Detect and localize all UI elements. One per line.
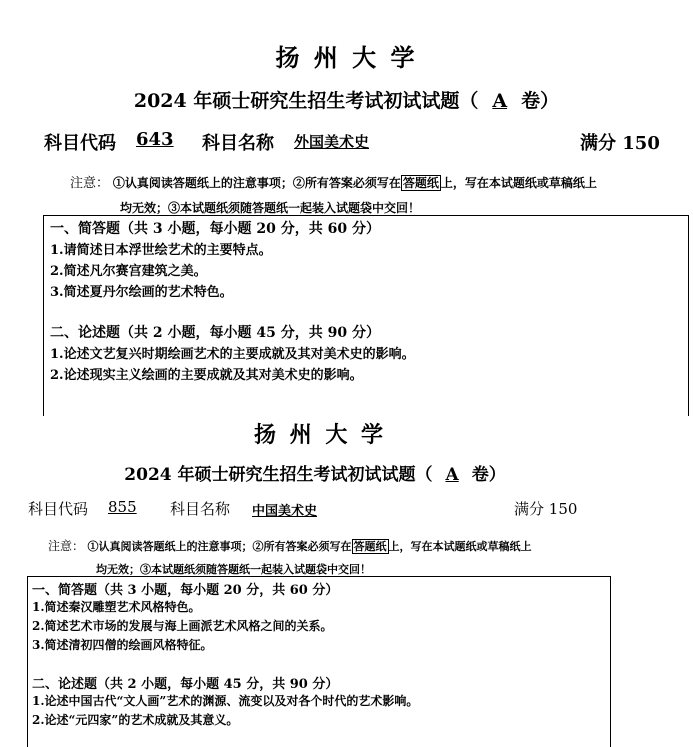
subject-code: 855 [108, 498, 137, 516]
exam-title-suffix: 卷） [521, 90, 560, 112]
question-item: 3.简述清初四僧的绘画风格特征。 [32, 638, 213, 652]
subject-name-label: 科目名称 [202, 133, 274, 154]
question-item: 1.请简述日本浮世绘艺术的主要特点。 [50, 243, 272, 258]
notice-line-2: 均无效；③本试题纸须随答题纸一起装入试题袋中交回！ [120, 201, 421, 215]
notice-line-2: 均无效；③本试题纸须随答题纸一起装入试题袋中交回！ [96, 563, 371, 576]
notice-label: 注意： [48, 539, 85, 553]
question-item: 2.简述凡尔赛宫建筑之美。 [50, 264, 207, 279]
full-score: 满分 150 [580, 133, 660, 154]
question-item: 1.论述文艺复兴时期绘画艺术的主要成就及其对美术史的影响。 [50, 347, 415, 362]
exam-title [0, 460, 630, 485]
answer-sheet-box: 答题纸 [353, 540, 387, 553]
subject-name: 中国美术史 [252, 504, 318, 519]
section-heading: 一、简答题（共 3 小题，每小题 20 分，共 60 分） [50, 221, 380, 237]
subject-name: 外国美术史 [294, 133, 370, 151]
question-item: 1.简述秦汉雕塑艺术风格特色。 [32, 600, 201, 614]
section-heading: 一、简答题（共 3 小题，每小题 20 分，共 60 分） [32, 583, 339, 598]
notice-label: 注意： [70, 176, 110, 191]
exam-title-prefix: 2024 年硕士研究生招生考试初试试题（ [133, 90, 479, 112]
notice-line-1: 注意： ①认真阅读答题纸上的注意事项；②所有答案必须写在 答题纸 上，写在本试题纸或草稿纸上 [70, 176, 597, 191]
answer-sheet-box: 答题纸 [402, 176, 439, 190]
exam-title-suffix: 卷） [471, 465, 506, 485]
university-name: 扬 州 大 学 [254, 422, 386, 448]
university-name: 扬 州 大 学 [275, 43, 418, 72]
question-item: 3.简述夏丹尔绘画的艺术特色。 [50, 285, 233, 300]
section-heading: 二、论述题（共 2 小题，每小题 45 分，共 90 分） [50, 325, 380, 341]
question-item: 2.论述“元四家”的艺术成就及其意义。 [32, 713, 239, 727]
exam-title-prefix: 2024 年硕士研究生招生考试初试试题（ [124, 465, 433, 485]
subject-code-label: 科目代码 [44, 133, 116, 154]
subject-code-label: 科目代码 [28, 500, 89, 518]
notice-line-1: 注意： ①认真阅读答题纸上的注意事项；②所有答案必须写在 答题纸 上，写在本试题纸或草稿纸上 [48, 539, 532, 553]
question-item: 2.论述现实主义绘画的主要成就及其对美术史的影响。 [50, 368, 363, 383]
exam-title [0, 86, 693, 113]
exam-version: A [445, 465, 459, 485]
question-item: 2.简述艺术市场的发展与海上画派艺术风格之间的关系。 [32, 619, 333, 633]
subject-code: 643 [136, 129, 174, 150]
full-score: 满分 150 [514, 500, 578, 518]
exam-version: A [492, 90, 508, 112]
subject-name-label: 科目名称 [170, 500, 231, 518]
section-heading: 二、论述题（共 2 小题，每小题 45 分，共 90 分） [32, 677, 339, 692]
question-item: 1.论述中国古代“文人画”艺术的渊源、流变以及对各个时代的艺术影响。 [32, 694, 419, 708]
